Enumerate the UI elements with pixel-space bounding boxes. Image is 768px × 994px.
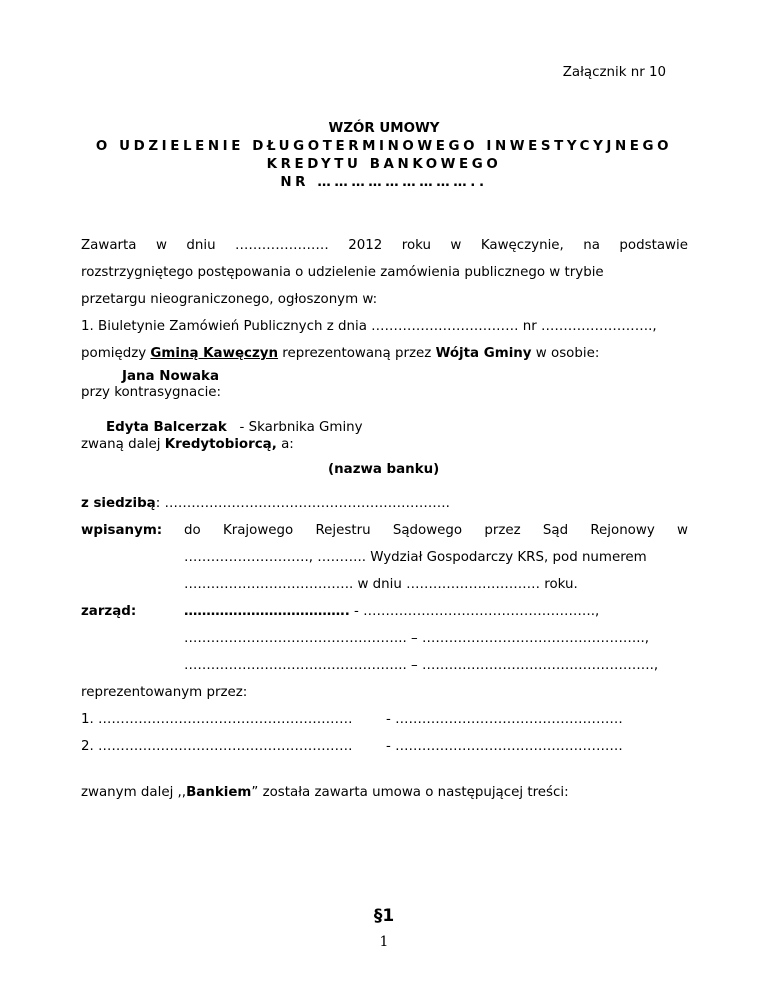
intro-line-5: [81, 346, 599, 361]
borrower-term: Kredytobiorcą,: [164, 437, 277, 452]
intro-text: pomiędzy: [81, 346, 151, 361]
board-role-placeholder: - …………………………………………….,: [349, 604, 600, 619]
representative-1-name: 1. …………………………………………………: [81, 712, 353, 727]
intro-word: na: [583, 238, 600, 253]
mayor-name: Jana Nowaka: [122, 369, 220, 384]
seat-line: [81, 496, 450, 511]
board-label: zarząd:: [81, 604, 137, 619]
intro-word: w: [450, 238, 462, 253]
registered-line-1: [184, 523, 688, 538]
intro-word: podstawie: [619, 238, 688, 253]
representative-2-role: - ……………………………………………: [386, 739, 623, 754]
represented-label: reprezentowanym przez:: [81, 685, 248, 700]
title-line-3: KREDYTU BANKOWEGO: [266, 157, 502, 172]
registered-word: przez: [484, 523, 521, 538]
page-number: 1: [379, 934, 389, 950]
title-line-1: WZÓR UMOWY: [328, 121, 440, 136]
intro-line-2: rozstrzygniętego postępowania o udzielenie zamówienia publicznego w trybie: [81, 265, 604, 280]
bank-term: Bankiem: [186, 785, 252, 800]
representative-2-name: 2. …………………………………………………: [81, 739, 353, 754]
seat-label: z siedzibą: [81, 496, 156, 511]
registered-word: Sąd: [542, 523, 569, 538]
treasurer-role: - Skarbnika Gminy: [226, 420, 363, 435]
intro-word: dniu: [186, 238, 216, 253]
intro-text: reprezentowaną przez: [278, 346, 436, 361]
intro-line-3: przetargu nieograniczonego, ogłoszonym w:: [81, 292, 378, 307]
intro-word: …………………: [235, 238, 329, 253]
countersign-label: przy kontrasygnacie:: [81, 385, 222, 400]
closing-text: ” została zawarta umowa o następującej treści:: [251, 785, 569, 800]
registered-word: w: [677, 523, 688, 538]
intro-word: Kawęczynie,: [480, 238, 564, 253]
intro-word: w: [155, 238, 167, 253]
attachment-label: Załącznik nr 10: [562, 65, 666, 80]
board-member-placeholder: ……………………………….: [184, 604, 350, 619]
board-line-2: ………………………………………….. – …………………………………………..,: [184, 631, 649, 646]
municipality-name: Gminą Kawęczyn: [150, 346, 279, 361]
seat-value: : ……………………………………………………….: [155, 496, 450, 511]
registered-word: Krajowego: [222, 523, 294, 538]
intro-text: w osobie:: [531, 346, 600, 361]
registered-line-2: ………………………., ……….. Wydział Gospodarczy KRS, pod numerem: [184, 550, 647, 565]
borrower-text: zwaną dalej: [81, 437, 165, 452]
board-line-1: [184, 604, 599, 619]
section-heading: §1: [373, 906, 395, 926]
closing-line: [81, 785, 569, 800]
intro-word: roku: [401, 238, 431, 253]
registered-word: do: [184, 523, 201, 538]
intro-word: 2012: [348, 238, 383, 253]
title-line-4: NR ………………………..: [280, 175, 488, 190]
registered-line-3: ……………………………….. w dniu ………………………… roku.: [184, 577, 578, 592]
intro-word: Zawarta: [81, 238, 137, 253]
board-line-3: ………………………………………….. – …………………………………………….,: [184, 658, 659, 673]
bank-name-placeholder: (nazwa banku): [328, 462, 440, 477]
registered-word: Rejonowy: [590, 523, 655, 538]
treasurer-line: [106, 420, 363, 435]
registered-word: Sądowego: [392, 523, 463, 538]
borrower-text: a:: [276, 437, 294, 452]
registered-label: wpisanym:: [81, 523, 163, 538]
intro-line-1: [81, 238, 688, 253]
treasurer-name: Edyta Balcerzak: [106, 420, 227, 435]
representative-1-role: - ……………………………………………: [386, 712, 623, 727]
intro-line-4: 1. Biuletynie Zamówień Publicznych z dnia …………………………… nr …………………….,: [81, 319, 657, 334]
mayor-title: Wójta Gminy: [435, 346, 532, 361]
closing-text: zwanym dalej ,,: [81, 785, 187, 800]
borrower-definition: [81, 437, 294, 452]
registered-word: Rejestru: [315, 523, 371, 538]
title-line-2: O UDZIELENIE DŁUGOTERMINOWEGO INWESTYCYJNEGO: [95, 139, 673, 154]
